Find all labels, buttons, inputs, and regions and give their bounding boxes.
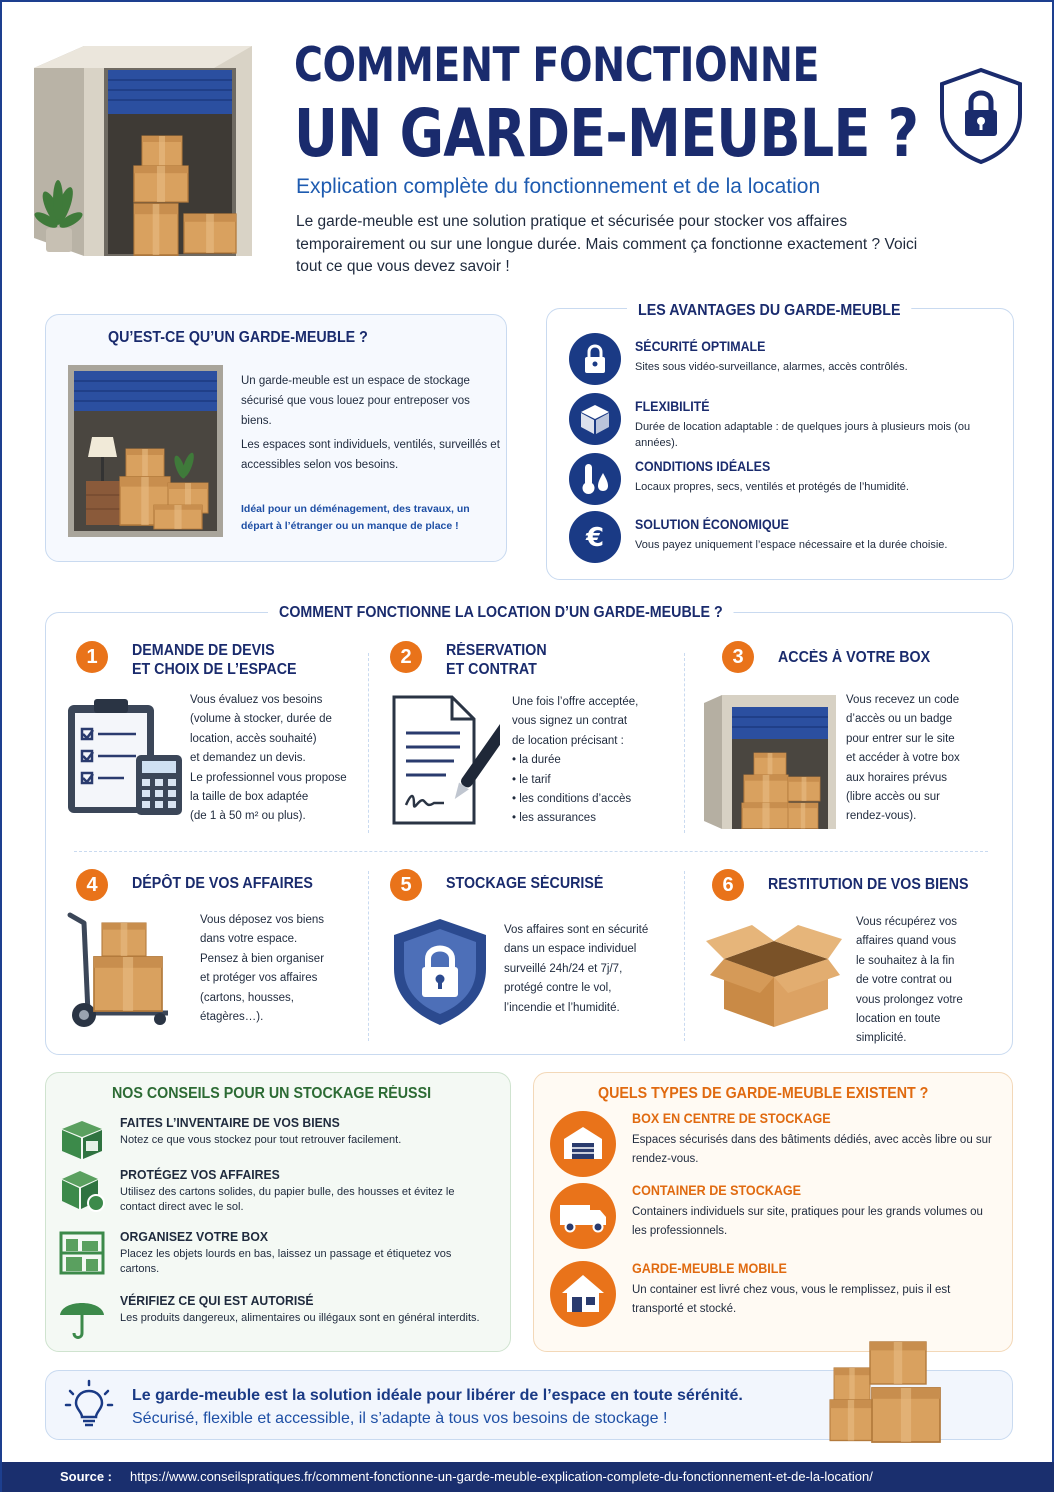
shield-lock-icon — [390, 917, 490, 1032]
lock-icon — [569, 333, 621, 385]
step-line: Vous récupérez vos — [856, 916, 958, 928]
step-title — [446, 641, 547, 679]
footer-bar — [2, 1462, 1054, 1492]
steps-title: COMMENT FONCTIONNE LA LOCATION D’UN GARDE-MEUBLE ? — [268, 604, 734, 622]
tip-text: Utilisez des cartons solides, du papier bulle, des housses et évitez le contact direct avec le sol. — [120, 1186, 455, 1213]
protect-box-icon — [58, 1167, 106, 1215]
step-line: dans un espace individuel — [504, 943, 637, 956]
step-title: ACCÈS À VOTRE BOX — [778, 649, 931, 666]
type-title: BOX EN CENTRE DE STOCKAGE — [632, 1111, 831, 1126]
tip-text: Placez les objets lourds en bas, laissez un passage et étiquetez vos cartons. — [120, 1248, 452, 1275]
step-line: pour entrer sur le site — [846, 732, 955, 745]
step-line: location en toute — [856, 1013, 941, 1026]
step-number: 3 — [722, 641, 754, 673]
type-text: Espaces sécurisés dans des bâtiments dédiés, avec accès libre ou sur rendez-vous. — [632, 1134, 992, 1165]
step-6 — [712, 869, 1032, 1079]
step-bullets — [512, 751, 712, 829]
bullet-item: • le tarif — [512, 771, 712, 790]
step-line: et protéger vos affaires — [200, 972, 318, 985]
tip-title: ORGANISEZ VOTRE BOX — [120, 1229, 269, 1244]
umbrella-icon — [58, 1293, 106, 1341]
step-2 — [390, 641, 710, 851]
bullet-item: • la durée — [512, 751, 712, 770]
advantage-text: Vous payez uniquement l’espace nécessaire et la durée choisie. — [635, 539, 948, 551]
advantage-title: FLEXIBILITÉ — [635, 399, 710, 414]
tips-card — [45, 1072, 511, 1352]
hand-truck-icon — [60, 909, 180, 1039]
step-5 — [390, 869, 710, 1079]
euro-icon — [569, 511, 621, 563]
step-line: affaires quand vous — [856, 935, 957, 948]
tip-title: FAITES L’INVENTAIRE DE VOS BIENS — [120, 1115, 340, 1130]
step-number: 2 — [390, 641, 422, 673]
step-title-line2: ET CONTRAT — [446, 661, 537, 678]
tip-item — [58, 1167, 498, 1223]
step-number: 6 — [712, 869, 744, 901]
tip-title: VÉRIFIEZ CE QUI EST AUTORISÉ — [120, 1293, 314, 1308]
step-line: Pensez à bien organiser — [200, 952, 325, 965]
advantage-title: SOLUTION ÉCONOMIQUE — [635, 517, 789, 532]
subtitle: Explication complète du fonctionnement et de la location — [296, 175, 821, 198]
shield-lock-icon — [936, 66, 1026, 166]
clipboard-icon — [64, 697, 190, 822]
step-number: 5 — [390, 869, 422, 901]
step-line: protégé contre le vol, — [504, 982, 612, 995]
step-number: 4 — [76, 869, 108, 901]
inventory-box-icon — [58, 1115, 106, 1163]
lightbulb-icon — [64, 1379, 114, 1429]
step-line: dans votre espace. — [200, 933, 298, 946]
step-line: Vous recevez un code — [846, 694, 960, 706]
step-title: DÉPÔT DE VOS AFFAIRES — [132, 875, 313, 892]
tip-text: Les produits dangereux, alimentaires ou illégaux sont en général interdits. — [120, 1312, 480, 1324]
step-line: Le professionnel vous propose — [190, 771, 347, 784]
what-is-title: QU’EST-CE QU’UN GARDE-MEUBLE ? — [108, 329, 368, 346]
box-icon — [569, 393, 621, 445]
step-title-line2: ET CHOIX DE L’ESPACE — [132, 661, 297, 678]
step-text — [200, 911, 390, 1027]
step-line: surveillé 24h/24 et 7j/7, — [504, 962, 623, 975]
open-box-icon — [704, 919, 844, 1034]
type-text: Un container est livré chez vous, vous le remplissez, puis il est transporté et stocké. — [632, 1284, 951, 1315]
shelves-icon — [58, 1229, 106, 1277]
step-line: simplicité. — [856, 1032, 907, 1045]
advantage-text: Locaux propres, secs, ventilés et protégés de l’humidité. — [635, 481, 909, 493]
step-line: d’accès ou un badge — [846, 713, 953, 726]
divider — [74, 851, 988, 852]
step-line: et demandez un devis. — [190, 752, 306, 765]
step-line: aux horaires prévus — [846, 771, 947, 784]
warehouse-icon — [550, 1111, 616, 1177]
type-title: GARDE-MEUBLE MOBILE — [632, 1261, 787, 1276]
step-line: de votre contrat ou — [856, 974, 952, 987]
step-line: (libre accès ou sur — [846, 791, 940, 804]
conclusion-line-2: Sécurisé, flexible et accessible, il s’adapte à tous vos besoins de stockage ! — [132, 1410, 668, 1427]
step-line: l’incendie et l’humidité. — [504, 1001, 620, 1014]
house-icon — [550, 1261, 616, 1327]
steps-card — [45, 604, 1013, 1055]
title-line-1: COMMENT FONCTIONNE — [294, 38, 820, 93]
step-3 — [722, 641, 1042, 851]
tip-text: Notez ce que vous stockez pour tout retrouver facilement. — [120, 1134, 402, 1146]
conclusion-line-1: Le garde-meuble est la solution idéale pour libérer de l’espace en toute sérénité. — [132, 1387, 743, 1404]
step-line: le souhaitez à la fin — [856, 954, 955, 967]
advantages-card — [546, 302, 1014, 580]
step-line: rendez-vous). — [846, 810, 917, 823]
advantage-title: SÉCURITÉ OPTIMALE — [635, 339, 766, 354]
type-item — [550, 1183, 1000, 1249]
source-link[interactable]: https://www.conseilspratiques.fr/comment-fonctionne-un-garde-meuble-explication-complete-du-fonctionnement-et-de-la-location/ — [130, 1469, 873, 1484]
types-card — [533, 1072, 1013, 1352]
step-line: Vous déposez vos biens — [200, 914, 325, 926]
advantage-text: Sites sous vidéo-surveillance, alarmes, accès contrôlés. — [635, 361, 908, 373]
step-line: Vous évaluez vos besoins — [190, 694, 323, 706]
type-item — [550, 1111, 1000, 1177]
advantage-title: CONDITIONS IDÉALES — [635, 459, 771, 474]
bullet-item: • les conditions d’accès — [512, 790, 712, 809]
contract-icon — [390, 693, 500, 838]
type-item — [550, 1261, 1000, 1327]
advantage-text: Durée de location adaptable : de quelques jours à plusieurs mois (ou années). — [635, 421, 971, 449]
step-line: Vos affaires sont en sécurité — [504, 924, 649, 936]
step-number: 1 — [76, 641, 108, 673]
step-line: location, accès souhaité) — [190, 732, 317, 745]
storage-unit-illustration — [24, 28, 264, 268]
title-line-2: UN GARDE-MEUBLE ? — [294, 95, 919, 172]
truck-icon — [550, 1183, 616, 1249]
step-text — [846, 691, 1006, 827]
step-line: vous signez un contrat — [512, 715, 628, 728]
type-text: Containers individuels sur site, pratiques pour les grands volumes ou les professionnels. — [632, 1206, 983, 1237]
what-is-highlight: Idéal pour un déménagement, des travaux, un départ à l’étranger ou un manque de place ! — [241, 503, 470, 532]
tips-title: NOS CONSEILS POUR UN STOCKAGE RÉUSSI — [112, 1085, 432, 1102]
step-title: RESTITUTION DE VOS BIENS — [768, 876, 969, 893]
what-is-text — [241, 371, 503, 477]
what-is-p2: Les espaces sont individuels, ventilés, surveillés et accessibles selon vos besoins. — [241, 439, 500, 471]
step-line: et accéder à votre box — [846, 752, 960, 765]
step-title: STOCKAGE SÉCURISÉ — [446, 875, 604, 892]
step-title-line1: DEMANDE DE DEVIS — [132, 642, 275, 659]
storage-box-icon — [700, 693, 840, 836]
step-4 — [76, 869, 396, 1079]
step-line: étagères…). — [200, 1011, 264, 1024]
source-label: Source : — [60, 1469, 113, 1484]
step-title-line1: RÉSERVATION — [446, 642, 547, 659]
step-line: (volume à stocker, durée de — [190, 713, 332, 726]
step-line: vous prolongez votre — [856, 993, 963, 1006]
step-line: (cartons, housses, — [200, 991, 294, 1004]
step-line: de location précisant : — [512, 734, 624, 747]
step-line: (de 1 à 50 m² ou plus). — [190, 810, 306, 823]
step-line: Une fois l’offre acceptée, — [512, 696, 639, 708]
step-line: la taille de box adaptée — [190, 791, 309, 804]
svg-text:€: € — [585, 523, 605, 553]
step-title — [132, 641, 297, 679]
step-text — [512, 693, 712, 829]
bullet-item: • les assurances — [512, 809, 712, 828]
storage-room-illustration — [68, 365, 223, 537]
intro-paragraph: Le garde-meuble est une solution pratique et sécurisée pour stocker vos affaires temporairement ou sur une longue durée. Mais comment ça fonctionne exactement ? Voici tout ce que vous devez savoir ! — [296, 213, 918, 275]
what-is-p1: Un garde-meuble est un espace de stockage sécurisé que vous louez pour entreposer vos biens. — [241, 375, 470, 427]
tip-item — [58, 1229, 498, 1285]
step-1 — [76, 641, 396, 851]
tip-title: PROTÉGEZ VOS AFFAIRES — [120, 1167, 280, 1182]
thermometer-icon — [569, 453, 621, 505]
step-text — [504, 921, 704, 1018]
tip-item — [58, 1115, 498, 1171]
advantages-title: LES AVANTAGES DU GARDE-MEUBLE — [627, 302, 912, 320]
step-text — [190, 691, 395, 827]
step-text — [856, 913, 996, 1049]
type-title: CONTAINER DE STOCKAGE — [632, 1183, 802, 1198]
stacked-boxes-illustration — [828, 1338, 978, 1444]
what-is-card — [45, 314, 507, 562]
types-title: QUELS TYPES DE GARDE-MEUBLE EXISTENT ? — [598, 1085, 929, 1102]
tip-item — [58, 1293, 498, 1349]
